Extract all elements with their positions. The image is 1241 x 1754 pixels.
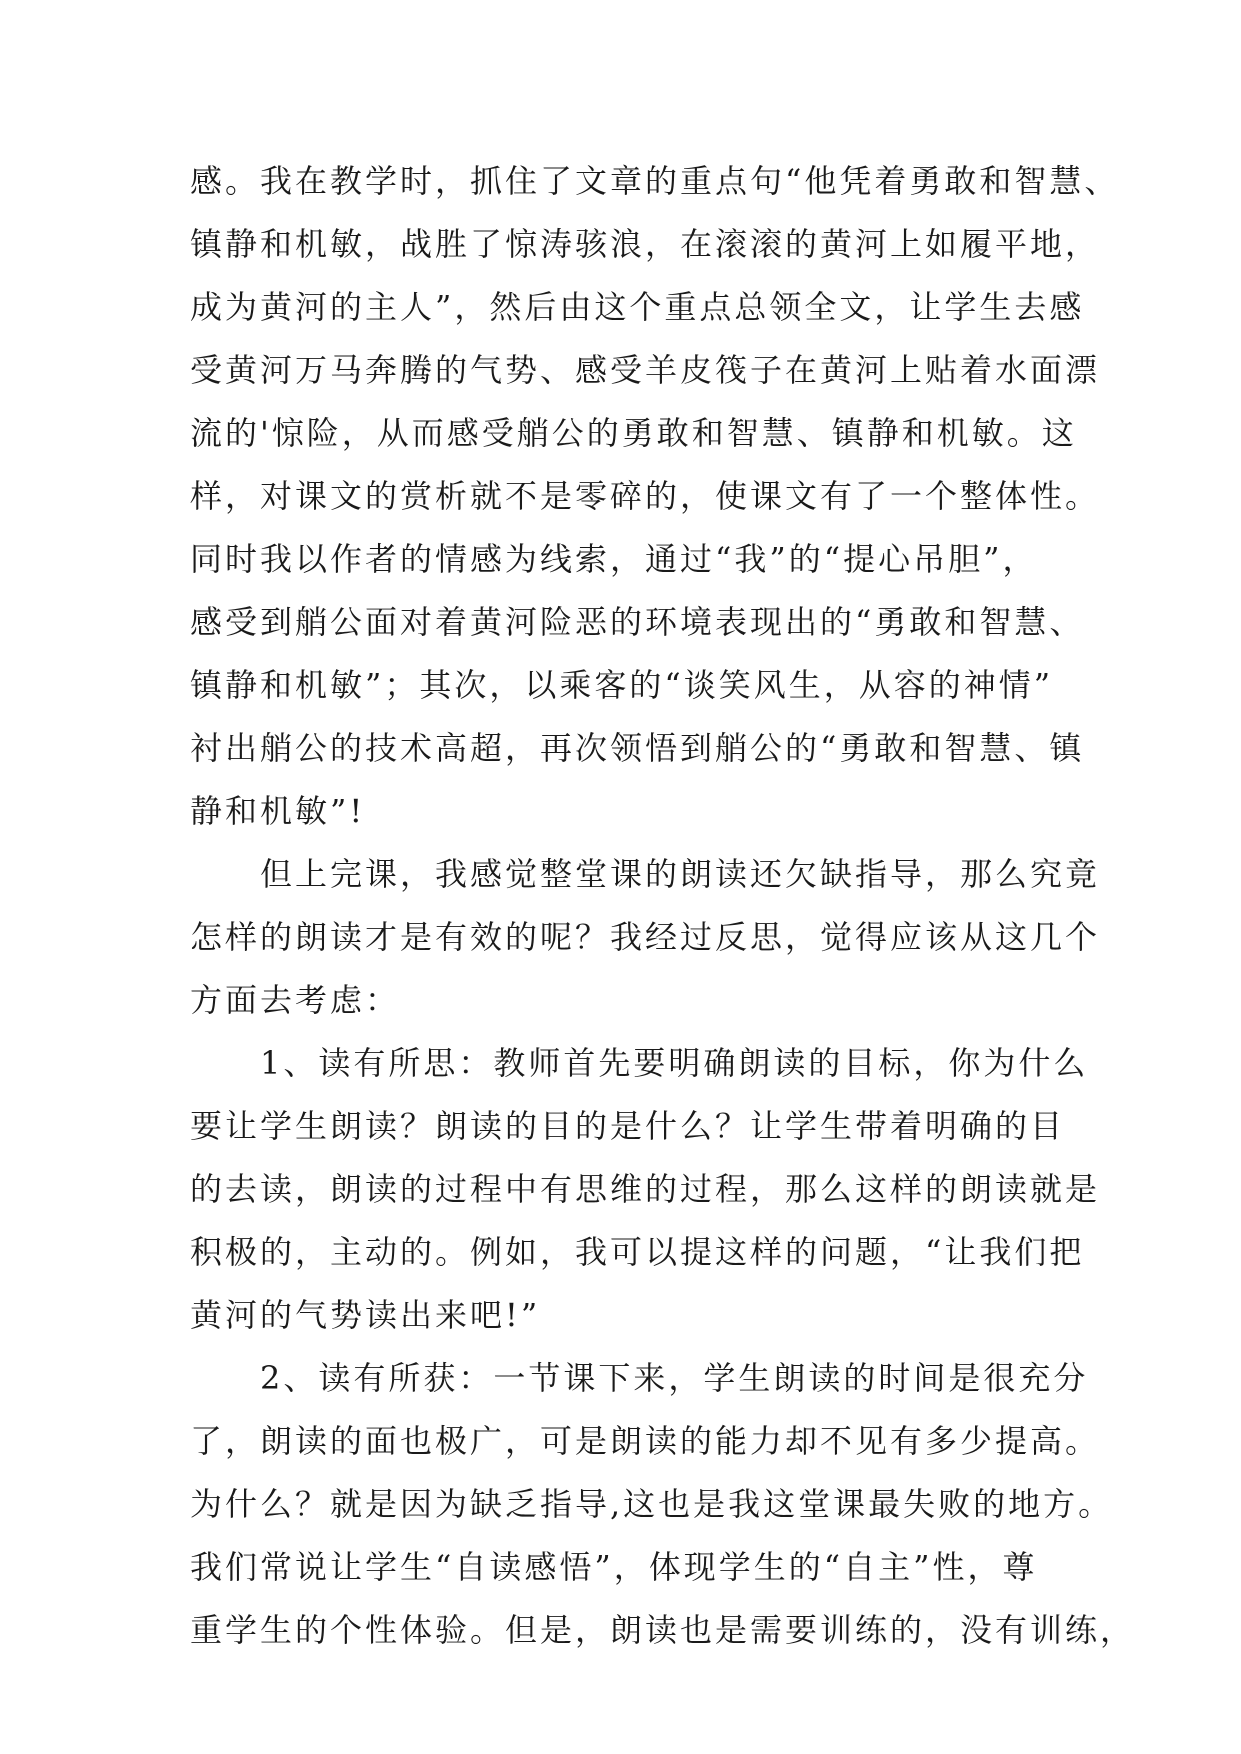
text-line: 2、读有所获：一节课下来，学生朗读的时间是很充分 [190,1359,1089,1397]
text-line: 镇静和机敏”；其次，以乘客的“谈笑风生，从容的神情” [190,666,1054,704]
text-line: 重学生的个性体验。但是，朗读也是需要训练的，没有训练， [190,1611,1136,1649]
text-line: 我们常说让学生“自读感悟”，体现学生的“自主”性，尊 [190,1548,1038,1586]
text-line: 方面去考虑： [190,981,401,1019]
text-line: 同时我以作者的情感为线索，通过“我”的“提心吊胆”， [190,540,1038,578]
text-line: 镇静和机敏，战胜了惊涛骇浪，在滚滚的黄河上如履平地， [190,225,1101,263]
text-line: 积极的，主动的。例如，我可以提这样的问题，“让我们把 [190,1233,1085,1271]
text-line: 受黄河万马奔腾的气势、感受羊皮筏子在黄河上贴着水面漂 [190,351,1101,389]
text-line: 样，对课文的赏析就不是零碎的，使课文有了一个整体性。 [190,477,1101,515]
text-line: 衬出艄公的技术高超，再次领悟到艄公的“勇敢和智慧、镇 [190,729,1085,767]
text-line: 感受到艄公面对着黄河险恶的环境表现出的“勇敢和智慧、 [190,603,1085,641]
text-line: 黄河的气势读出来吧!” [190,1296,541,1334]
text-line: 静和机敏”! [190,792,366,830]
text-line: 1、读有所思：教师首先要明确朗读的目标，你为什么 [190,1044,1089,1082]
text-line: 感。我在教学时，抓住了文章的重点句“他凭着勇敢和智慧、 [190,162,1120,200]
text-line: 了，朗读的面也极广，可是朗读的能力却不见有多少提高。 [190,1422,1101,1460]
text-line: 流的'惊险，从而感受艄公的勇敢和智慧、镇静和机敏。这 [190,414,1077,452]
text-line: 为什么？就是因为缺乏指导,这也是我这堂课最失败的地方。 [190,1485,1114,1523]
text-line: 怎样的朗读才是有效的呢？我经过反思，觉得应该从这几个 [190,918,1101,956]
text-line: 的去读，朗读的过程中有思维的过程，那么这样的朗读就是 [190,1170,1101,1208]
text-line: 但上完课，我感觉整堂课的朗读还欠缺指导，那么究竟 [190,855,1101,893]
text-line: 成为黄河的主人”，然后由这个重点总领全文，让学生去感 [190,288,1085,326]
text-line: 要让学生朗读？朗读的目的是什么？让学生带着明确的目 [190,1107,1066,1145]
